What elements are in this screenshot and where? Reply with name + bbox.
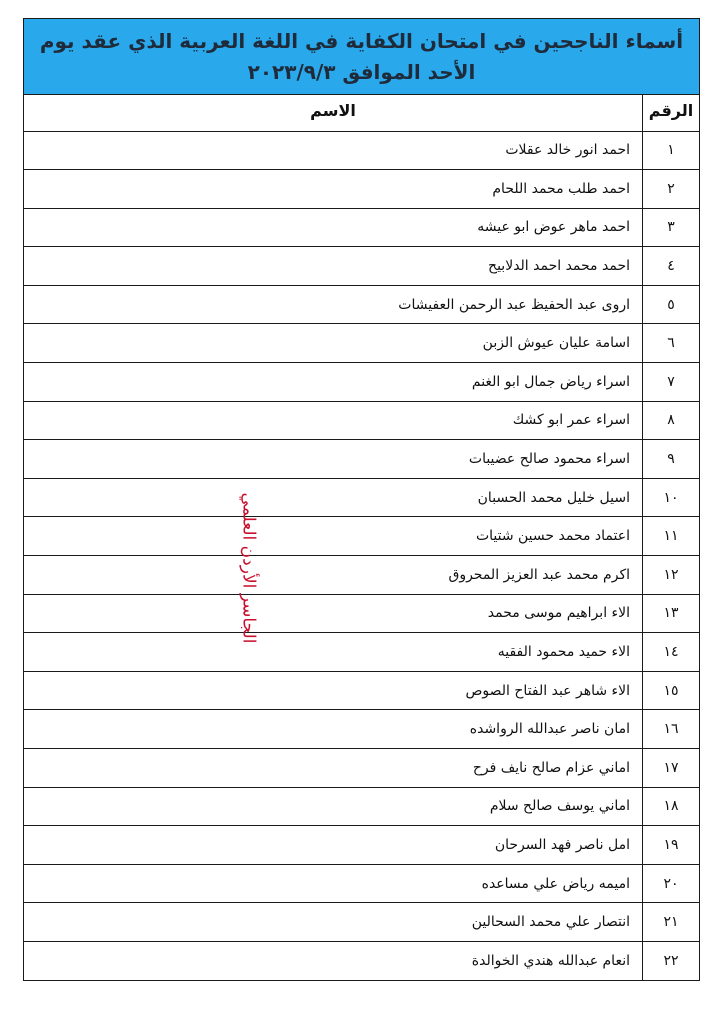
row-name: احمد محمد احمد الدلابيح — [24, 247, 643, 286]
row-name: امل ناصر فهد السرحان — [24, 826, 643, 865]
table-header-row — [24, 95, 699, 131]
row-name: اسراء رياض جمال ابو الغنم — [24, 363, 643, 402]
row-name: اماني عزام صالح نايف فرح — [24, 749, 643, 788]
row-name: اروى عبد الحفيظ عبد الرحمن العفيشات — [24, 285, 643, 324]
row-name: اسامة عليان عيوش الزبن — [24, 324, 643, 363]
row-number: ١٣ — [643, 594, 700, 633]
row-number: ١٧ — [643, 749, 700, 788]
row-number: ١٠ — [643, 478, 700, 517]
row-name: الاء ابراهيم موسى محمد — [24, 594, 643, 633]
row-name: اماني يوسف صالح سلام — [24, 787, 643, 826]
table-row — [24, 170, 699, 209]
row-number: ٦ — [643, 324, 700, 363]
row-number: ١١ — [643, 517, 700, 556]
table-row — [24, 208, 699, 247]
row-number: ٥ — [643, 285, 700, 324]
title-banner — [24, 19, 699, 95]
row-number: ٣ — [643, 208, 700, 247]
row-number: ٨ — [643, 401, 700, 440]
header-number: الرقم — [643, 95, 700, 131]
table-row — [24, 324, 699, 363]
row-name: اعتماد محمد حسين شتيات — [24, 517, 643, 556]
row-number: ٢ — [643, 170, 700, 209]
row-number: ٤ — [643, 247, 700, 286]
row-name: اكرم محمد عبد العزيز المحروق — [24, 556, 643, 595]
row-name: الاء حميد محمود الفقيه — [24, 633, 643, 672]
row-name: انتصار علي محمد السحالين — [24, 903, 643, 942]
row-number: ٩ — [643, 440, 700, 479]
row-name: انعام عبدالله هندي الخوالدة — [471, 953, 630, 970]
results-document — [23, 18, 700, 981]
table-row — [24, 363, 699, 402]
table-row — [24, 131, 699, 170]
table-row — [24, 710, 699, 749]
row-name: احمد انور خالد عقلات — [24, 131, 643, 170]
row-number: ١٤ — [643, 633, 700, 672]
row-number: ١٢ — [643, 556, 700, 595]
row-name: احمد ماهر عوض ابو عيشه — [24, 208, 643, 247]
results-table — [24, 95, 699, 980]
title-line-1: أسماء الناجحين في امتحان الكفاية في اللغة العربية الذي عقد يوم — [39, 28, 684, 53]
row-number: ١٨ — [643, 787, 700, 826]
row-number: ١٦ — [643, 710, 700, 749]
table-row — [24, 633, 699, 672]
row-number: ٢١ — [643, 903, 700, 942]
row-name: اسراء محمود صالح عضيبات — [24, 440, 643, 479]
table-row — [24, 671, 699, 710]
table-row — [24, 941, 699, 980]
table-row — [24, 594, 699, 633]
row-name: اسراء عمر ابو كشك — [24, 401, 643, 440]
table-row — [24, 749, 699, 788]
table-row — [24, 401, 699, 440]
table-row — [24, 787, 699, 826]
row-name: اميمه رياض علي مساعده — [24, 864, 643, 903]
row-name: الاء شاهر عبد الفتاح الصوص — [24, 671, 643, 710]
row-number: ١٥ — [643, 671, 700, 710]
table-row — [24, 285, 699, 324]
table-row — [24, 864, 699, 903]
table-row — [24, 903, 699, 942]
row-name: احمد طلب محمد اللحام — [24, 170, 643, 209]
table-row — [24, 517, 699, 556]
title-line-2: الأحد الموافق ٢٠٢٣/٩/٣ — [247, 59, 476, 84]
row-number: ٢٠ — [643, 864, 700, 903]
table-row — [24, 440, 699, 479]
row-number: ٢٢ — [643, 941, 700, 980]
row-number: ٧ — [643, 363, 700, 402]
table-row — [24, 556, 699, 595]
table-row — [24, 478, 699, 517]
table-row — [24, 247, 699, 286]
row-name: اسيل خليل محمد الحسبان — [24, 478, 643, 517]
watermark-text: الجاسر الأردن العلمي — [238, 492, 259, 644]
row-name: امان ناصر عبدالله الرواشده — [24, 710, 643, 749]
header-name: الاسم — [24, 95, 643, 131]
row-number: ١٩ — [643, 826, 700, 865]
row-number: ١ — [643, 131, 700, 170]
table-row — [24, 826, 699, 865]
